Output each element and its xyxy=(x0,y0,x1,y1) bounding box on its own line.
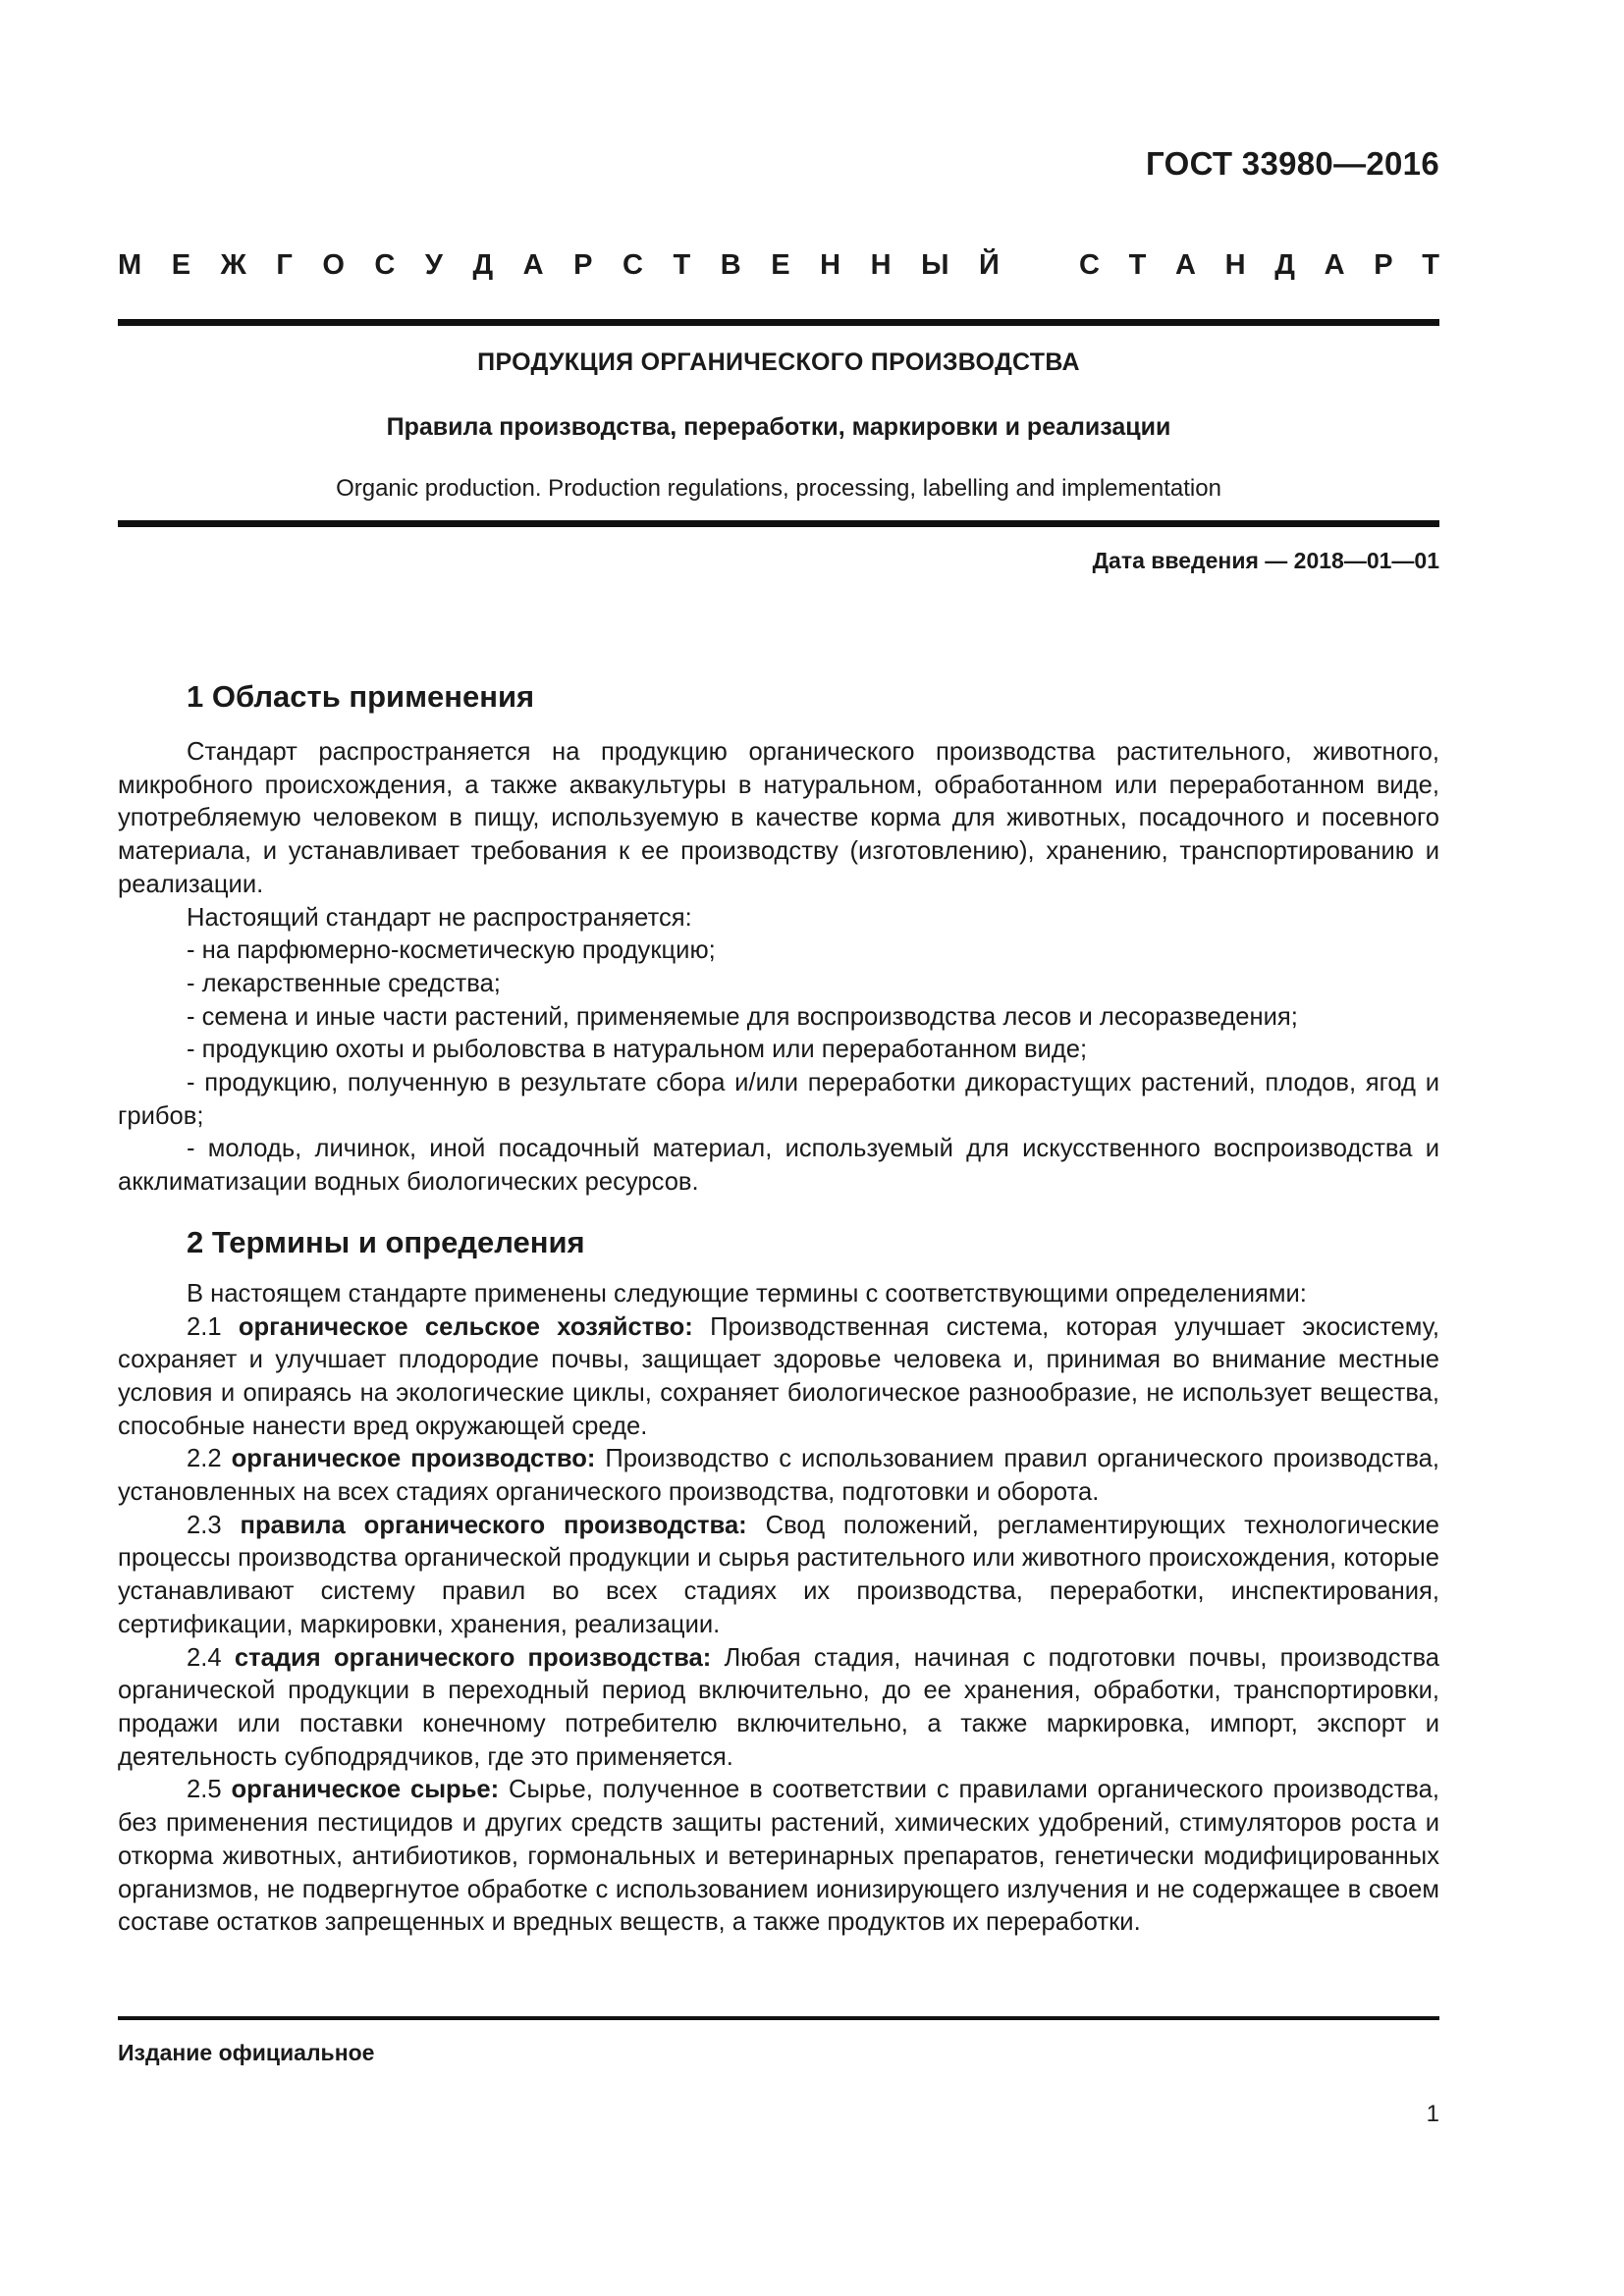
banner-letter: Н xyxy=(870,249,892,281)
term-number: 2.1 xyxy=(187,1312,222,1341)
title-divider xyxy=(118,520,1439,527)
document-subtitle: Правила производства, переработки, маркировки и реализации xyxy=(386,413,1171,441)
banner-letter: Н xyxy=(820,249,841,281)
banner-letter: А xyxy=(1324,249,1345,281)
term-text: Любая стадия, начиная с подготовки почвы, производства органической продукции в переходный период включительно, до ее хранения, обработки, транспортировки, продажи или поставки конечному потребителю включительно, а также маркировка, импорт, экспорт и деятельность субподрядчиков, где это применяется. xyxy=(118,1643,1439,1771)
term-definition xyxy=(118,1642,1439,1775)
term-text: Свод положений, регламентирующих технологические процессы производства органической продукции и сырья растительного или животного происхождения, которые устанавливают систему правил во всех стадиях их производства, переработки, инспектирования, сертификации, маркировки, хранения, реализации. xyxy=(118,1511,1439,1638)
banner-letter: Т xyxy=(1128,249,1147,281)
exclusion-item: - на парфюмерно-косметическую продукцию; xyxy=(187,936,716,965)
exclusion-item: - продукцию охоты и рыболовства в натуральном или переработанном виде; xyxy=(187,1036,1088,1064)
exclusion-item: - продукцию, полученную в результате сбора и/или переработки дикорастущих растений, плодов, ягод и грибов; xyxy=(118,1069,1439,1130)
term-number: 2.2 xyxy=(187,1445,222,1473)
banner-letter: Н xyxy=(1224,249,1246,281)
paragraph: В настоящем стандарте применены следующие термины с соответствующими определениями: xyxy=(187,1279,1307,1308)
paragraph: Настоящий стандарт не распространяется: xyxy=(187,903,692,932)
banner-letter: Й xyxy=(979,249,1000,281)
banner-letter: Ы xyxy=(921,249,949,281)
banner-letter: Е xyxy=(771,249,790,281)
term-number: 2.4 xyxy=(187,1643,222,1672)
term-definition xyxy=(118,1774,1439,1940)
term-name: органическое сырье: xyxy=(231,1776,500,1804)
term-name: органическое сельское хозяйство: xyxy=(238,1312,693,1341)
banner-word-standard xyxy=(1079,249,1439,282)
paragraph: Стандарт распространяется на продукцию органического производства растительного, животного, микробного происхождения, а также аквакультуры в натуральном, обработанном или переработанном виде, употребляемую человеком в пищу, используемую в качестве корма для животных, посадочного и посевного материала, и устанавливает требования к ее производству (изготовлению), хранению, транспортированию и реализации. xyxy=(118,738,1439,898)
banner-word-interstate xyxy=(118,249,1000,282)
page-number: 1 xyxy=(1426,2101,1439,2127)
exclusion-item: - лекарственные средства; xyxy=(187,969,501,997)
document-body xyxy=(118,677,1439,1940)
banner-letter: Е xyxy=(171,249,191,281)
banner-letter: Т xyxy=(673,249,691,281)
standard-code: ГОСТ 33980—2016 xyxy=(1146,145,1439,182)
banner-letter: У xyxy=(424,249,443,281)
banner-letter: А xyxy=(522,249,544,281)
introduction-date: Дата введения — 2018—01—01 xyxy=(1092,548,1439,573)
term-text: Производственная система, которая улучшает экосистему, сохраняет и улучшает плодородие почвы, защищает здоровье человека и, принимая во внимание местные условия и опираясь на экологические циклы, сохраняет биологическое разнообразие, не использует вещества, способные нанести вред окружающей среде. xyxy=(118,1312,1439,1440)
term-number: 2.3 xyxy=(187,1511,222,1539)
exclusion-item: - молодь, личинок, иной посадочный материал, используемый для искусственного воспроизводства и акклиматизации водных биологических ресурсов. xyxy=(118,1135,1439,1197)
term-name: правила органического производства: xyxy=(240,1511,747,1539)
banner-letter: Т xyxy=(1422,249,1439,281)
banner-letter: Г xyxy=(276,249,293,281)
banner-letter: О xyxy=(322,249,345,281)
term-name: стадия органического производства: xyxy=(234,1643,712,1672)
section-1-heading: 1 Область применения xyxy=(187,679,535,714)
document-title: ПРОДУКЦИЯ ОРГАНИЧЕСКОГО ПРОИЗВОДСТВА xyxy=(477,348,1080,376)
footer-divider xyxy=(118,2016,1439,2020)
banner-letter: С xyxy=(374,249,396,281)
banner-letter: М xyxy=(118,249,142,281)
term-definition xyxy=(118,1443,1439,1509)
banner-letter: Р xyxy=(573,249,593,281)
banner-letter: С xyxy=(1079,249,1100,281)
banner-letter: В xyxy=(720,249,741,281)
banner-letter: Д xyxy=(472,249,494,281)
official-edition-label: Издание официальное xyxy=(118,2040,375,2065)
term-name: органическое производство: xyxy=(231,1445,596,1473)
term-number: 2.5 xyxy=(187,1776,222,1804)
banner-letter: Р xyxy=(1374,249,1393,281)
term-definition xyxy=(118,1311,1439,1444)
term-text: Производство с использованием правил органического производства, установленных на всех стадиях органического производства, подготовки и оборота. xyxy=(118,1445,1439,1507)
english-title: Organic production. Production regulations, processing, labelling and implementation xyxy=(336,475,1221,502)
interstate-standard-banner xyxy=(118,249,1439,282)
exclusion-item: - семена и иные части растений, применяемые для воспроизводства лесов и лесоразведения; xyxy=(187,1002,1298,1031)
top-divider xyxy=(118,319,1439,326)
term-text: Сырье, полученное в соответствии с правилами органического производства, без применения пестицидов и других средств защиты растений, химических удобрений, стимуляторов роста и откорма животных, антибиотиков, гормональных и ветеринарных препаратов, генетически модифицированных организмов, не подвергнутое обработке с использованием ионизирующего излучения и не содержащее в своем составе остатков запрещенных и вредных веществ, а также продуктов их переработки. xyxy=(118,1776,1439,1937)
document-page xyxy=(118,0,1439,2296)
section-2-heading: 2 Термины и определения xyxy=(187,1224,585,1259)
banner-letter: Д xyxy=(1274,249,1295,281)
term-definition xyxy=(118,1510,1439,1642)
banner-letter: Ж xyxy=(220,249,246,281)
banner-letter: С xyxy=(623,249,643,281)
banner-letter: А xyxy=(1175,249,1196,281)
